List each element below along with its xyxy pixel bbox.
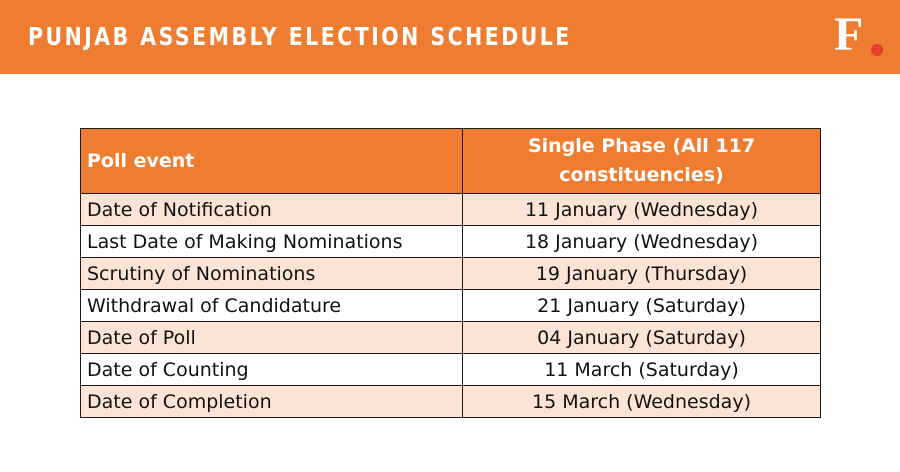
table-row — [81, 194, 821, 226]
firstpost-logo — [834, 10, 890, 62]
table-row — [81, 386, 821, 418]
row-date: 21 January (Saturday) — [463, 290, 821, 322]
logo-letter: F — [834, 8, 864, 61]
row-event: Last Date of Making Nominations — [81, 226, 463, 258]
column-header-phase: Single Phase (All 117 constituencies) — [463, 129, 821, 194]
table-row — [81, 258, 821, 290]
logo-dot-icon — [871, 44, 883, 56]
table-row — [81, 354, 821, 386]
row-event: Date of Poll — [81, 322, 463, 354]
column-header-event: Poll event — [81, 129, 463, 194]
table-row — [81, 290, 821, 322]
row-date: 11 January (Wednesday) — [463, 194, 821, 226]
row-event: Date of Completion — [81, 386, 463, 418]
row-event: Scrutiny of Nominations — [81, 258, 463, 290]
row-event: Date of Notification — [81, 194, 463, 226]
row-date: 04 January (Saturday) — [463, 322, 821, 354]
table-header-row — [81, 129, 821, 194]
row-event: Withdrawal of Candidature — [81, 290, 463, 322]
table-row — [81, 322, 821, 354]
row-date: 11 March (Saturday) — [463, 354, 821, 386]
row-date: 19 January (Thursday) — [463, 258, 821, 290]
table-row — [81, 226, 821, 258]
row-date: 18 January (Wednesday) — [463, 226, 821, 258]
header-banner — [0, 0, 900, 74]
row-event: Date of Counting — [81, 354, 463, 386]
row-date: 15 March (Wednesday) — [463, 386, 821, 418]
schedule-table — [80, 128, 821, 418]
page-title: PUNJAB ASSEMBLY ELECTION SCHEDULE — [28, 22, 572, 51]
